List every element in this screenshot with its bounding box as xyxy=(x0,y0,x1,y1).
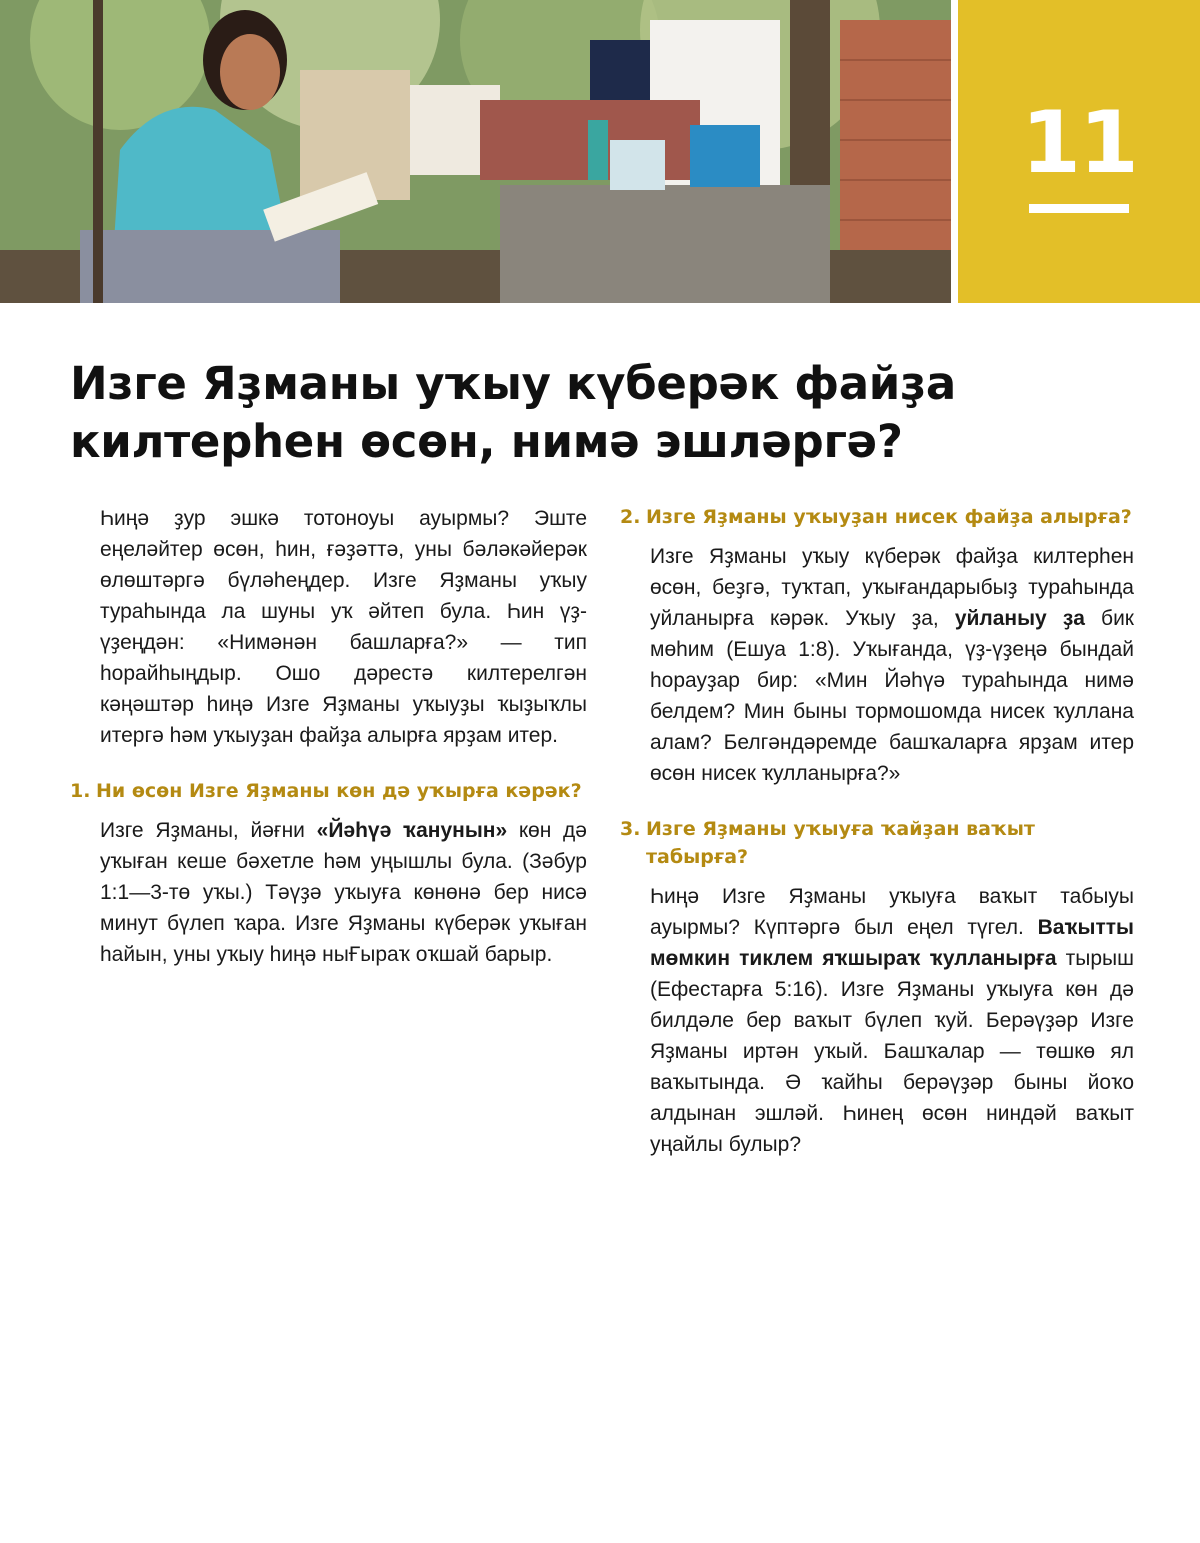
left-column xyxy=(70,503,587,970)
section-1-answer-emphasis: «Йәһүә ҡанунын» xyxy=(316,819,508,842)
lesson-number-box xyxy=(958,0,1200,303)
section-2-number: 2. xyxy=(620,506,641,528)
section-2-answer-emphasis: уйланыу ҙа xyxy=(954,607,1085,630)
section-3-answer-emphasis: Ваҡытты мөмкин тиклем яҡшыраҡ ҡулланырға xyxy=(650,916,1134,970)
section-1-answer xyxy=(70,815,587,970)
lesson-number: 11 xyxy=(1021,93,1137,193)
lesson-number-underline xyxy=(1029,204,1129,213)
section-2-answer-text-start: Изге Яҙманы уҡыу күберәк файҙа килтерһен өсөн, беҙгә, туҡтап, уҡығандарыбыҙ тураһында уйланырға кәрәк. Уҡыу ҙа, xyxy=(650,545,1134,630)
section-1-answer-text-start: Изге Яҙманы, йәғни xyxy=(100,819,317,842)
section-1-number: 1. xyxy=(70,780,91,802)
section-1-heading xyxy=(70,777,587,805)
section-2-answer-text-end: бик мөһим (Ешуа 1:8). Уҡығанда, үҙ-үҙеңә бындай һорауҙар бир: «Мин Йәһүә тураһында нимә белдем? Мин быны тормошомда нисек ҡуллана алам? Белгәндәремде башҡаларға ярҙам итер өсөн нисек ҡулланырға?» xyxy=(650,607,1134,785)
hero-illustration xyxy=(0,0,951,303)
section-2-question: Изге Яҙманы уҡыуҙан нисек файҙа алырға? xyxy=(646,506,1132,528)
page-title: Изге Яҙманы уҡыу күберәк файҙа килтерһен өсөн, нимә эшләргә? xyxy=(70,357,956,468)
section-1-question: Ни өсөн Изге Яҙманы көн дә уҡырға кәрәк? xyxy=(96,780,582,802)
section-3-question: Изге Яҙманы уҡыуға ҡайҙан ваҡыт табырға? xyxy=(646,818,1035,868)
section-1-answer-text-end: көн дә уҡыған кеше бәхетле һәм уңышлы була. (Зәбур 1:1—3-тө уҡы.) Тәүҙә уҡыуға көнөнә бер нисә минут бүлеп ҡара. Изге Яҙманы күберәк уҡыған һайын, уны уҡыу һиңә ныҒыраҡ оҡшай барыр. xyxy=(100,819,587,966)
section-3-answer xyxy=(620,881,1134,1160)
section-2-answer xyxy=(620,541,1134,789)
right-column xyxy=(620,503,1134,1160)
section-2-heading xyxy=(620,503,1134,531)
section-3-number: 3. xyxy=(620,818,641,840)
section-3-answer-text-start: Һиңә Изге Яҙманы уҡыуға ваҡыт табыуы ауырмы? Күптәргә был еңел түгел. xyxy=(650,885,1134,939)
section-3-answer-text-end: тырыш (Ефестарға 5:16). Изге Яҙманы уҡыуға көн дә билдәле бер ваҡыт бүлеп ҡуй. Берәүҙәр Изге Яҙманы иртән уҡый. Башҡалар — төшкө ял ваҡытында. Ә ҡайһы берәүҙәр быны йоҡо алдынан эшләй. Һинең өсөн ниндәй ваҡыт уңайлы булыр? xyxy=(650,947,1134,1156)
hero-photo xyxy=(0,0,951,303)
intro-paragraph: Һиңә ҙур эшкә тотоноуы ауырмы? Эште еңеләйтер өсөн, һин, ғәҙәттә, уны бәләкәйерәк өлөштәргә бүләһеңдер. Изге Яҙманы уҡыу тураһында ла шуны уҡ әйтеп була. Һин үҙ-үҙеңдән: «Нимәнән башларға?» — тип һорайһыңдыр. Ошо дәрестә килтерелгән кәңәштәр һиңә Изге Яҙманы уҡыуҙы ҡыҙыҡлы итергә һәм уҡыуҙан файҙа алырға ярҙам итер. xyxy=(100,507,587,747)
section-3-heading xyxy=(620,815,1134,871)
